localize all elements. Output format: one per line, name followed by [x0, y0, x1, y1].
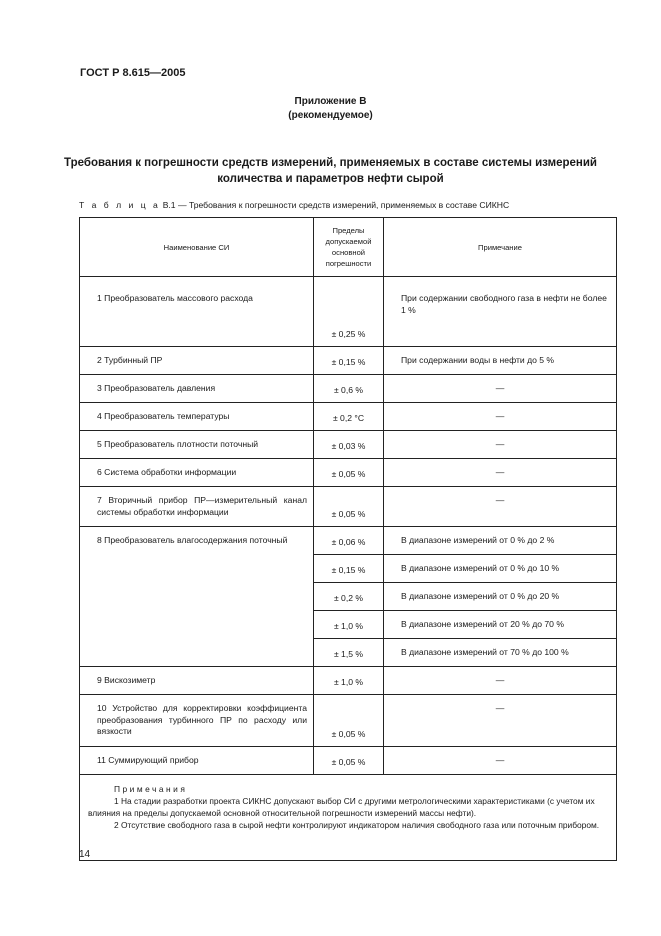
row-name: 7 Вторичный прибор ПР—измерительный канал системы обработки информации — [80, 487, 314, 527]
row-name: 4 Преобразователь температуры — [80, 403, 314, 431]
table-row — [80, 695, 617, 747]
row-limit: ± 1,0 % — [314, 667, 384, 695]
row-name: 2 Турбинный ПР — [80, 347, 314, 375]
row-name: 1 Преобразователь массового расхода — [80, 277, 314, 347]
table-row — [80, 667, 617, 695]
row-note: В диапазоне измерений от 70 % до 100 % — [384, 639, 617, 667]
table-row — [80, 487, 617, 527]
table-row — [80, 747, 617, 775]
appendix-note: (рекомендуемое) — [288, 110, 373, 121]
row-limit: ± 0,6 % — [314, 375, 384, 403]
row-limit: ± 1,5 % — [314, 639, 384, 667]
table-notes-row — [80, 775, 617, 861]
row-name: 5 Преобразователь плотности поточный — [80, 431, 314, 459]
header-limits: Пределы допускаемой основной погрешности — [314, 218, 384, 277]
table-row — [80, 403, 617, 431]
row-limit: ± 0,2 % — [314, 583, 384, 611]
table-row — [80, 277, 617, 347]
row-note: — — [384, 375, 617, 403]
row-note: — — [384, 695, 617, 747]
table-row — [80, 431, 617, 459]
appendix-title: Приложение В — [294, 96, 367, 107]
row-limit: ± 0,05 % — [314, 695, 384, 747]
row-note: В диапазоне измерений от 0 % до 20 % — [384, 583, 617, 611]
row-limit: ± 0,06 % — [314, 527, 384, 555]
row-limit: ± 1,0 % — [314, 611, 384, 639]
requirements-table — [79, 217, 617, 861]
table-caption-prefix: Т а б л и ц а — [79, 200, 161, 210]
row-note: — — [384, 403, 617, 431]
row-note: В диапазоне измерений от 20 % до 70 % — [384, 611, 617, 639]
note-2: 2 Отсутствие свободного газа в сырой нефти контролируют индикатором наличия свободного газа или поточным прибором. — [114, 820, 600, 830]
row-limit: ± 0,15 % — [314, 555, 384, 583]
notes-title: Примечания — [114, 784, 188, 794]
table-header-row — [80, 218, 617, 277]
row-limit: ± 0,15 % — [314, 347, 384, 375]
row-note: При содержании свободного газа в нефти не более 1 % — [384, 277, 617, 347]
row-note: — — [384, 667, 617, 695]
row-limit: ± 0,03 % — [314, 431, 384, 459]
note-1: 1 На стадии разработки проекта СИКНС допускают выбор СИ с другими метрологическими характеристиками (с учетом их влияния на пределы допускаемой основной относительной погрешности измерений массы нефти). — [88, 796, 595, 818]
document-header-code: ГОСТ Р 8.615—2005 — [80, 67, 186, 79]
row-limit: ± 0,05 % — [314, 487, 384, 527]
row-limit: ± 0,05 % — [314, 459, 384, 487]
section-title-line1: Требования к погрешности средств измерений, применяемых в составе системы измерений — [64, 157, 597, 169]
header-name: Наименование СИ — [80, 218, 314, 277]
row-limit: ± 0,05 % — [314, 747, 384, 775]
row-name: 11 Суммирующий прибор — [80, 747, 314, 775]
row-limit: ± 0,25 % — [314, 277, 384, 347]
row-name: 10 Устройство для корректировки коэффициента преобразования турбинного ПР по расходу или вязкости — [80, 695, 314, 747]
row-note: В диапазоне измерений от 0 % до 2 % — [384, 527, 617, 555]
row-name: 3 Преобразователь давления — [80, 375, 314, 403]
row-note: В диапазоне измерений от 0 % до 10 % — [384, 555, 617, 583]
table-row — [80, 527, 617, 555]
row-note: — — [384, 431, 617, 459]
row-name: 9 Вискозиметр — [80, 667, 314, 695]
table-caption-text: В.1 — Требования к погрешности средств измерений, применяемых в составе СИКНС — [162, 200, 510, 210]
row-note: — — [384, 459, 617, 487]
row-name: 8 Преобразователь влагосодержания поточный — [80, 527, 314, 667]
row-note: — — [384, 487, 617, 527]
row-limit: ± 0,2 °С — [314, 403, 384, 431]
section-title-line2: количества и параметров нефти сырой — [217, 173, 444, 185]
table-row — [80, 347, 617, 375]
row-note: При содержании воды в нефти до 5 % — [384, 347, 617, 375]
row-note: — — [384, 747, 617, 775]
page-number: 14 — [79, 849, 91, 860]
header-note: Примечание — [384, 218, 617, 277]
row-name: 6 Система обработки информации — [80, 459, 314, 487]
table-caption — [79, 200, 509, 210]
table-notes — [80, 775, 617, 861]
table-row — [80, 375, 617, 403]
table-row — [80, 459, 617, 487]
